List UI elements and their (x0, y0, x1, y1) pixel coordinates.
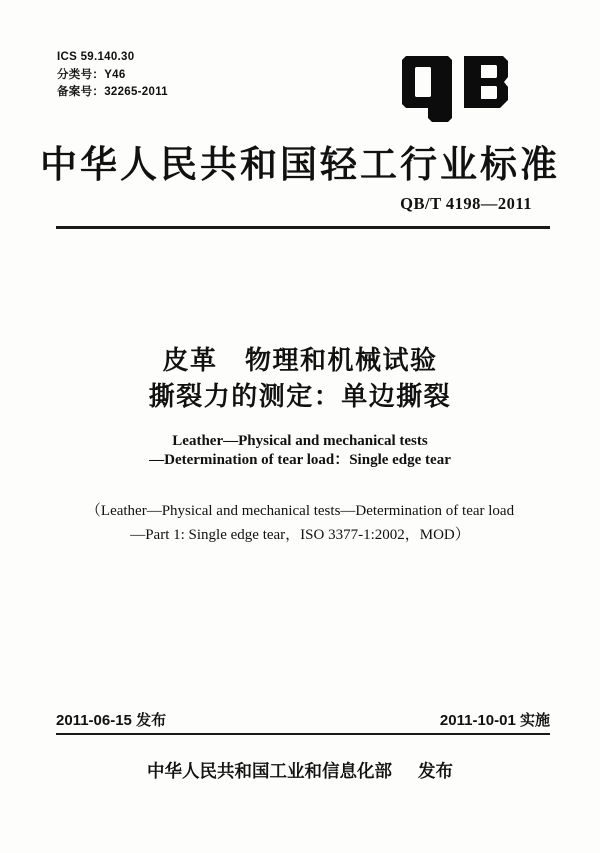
qb-logo (402, 56, 508, 122)
title-english (0, 432, 600, 470)
iso-reference-line1: （Leather—Physical and mechanical tests—Determination of tear load (85, 503, 515, 519)
classification-number: 分类号：Y46 (57, 68, 126, 81)
implement-date: 2011-10-01 实施 (439, 712, 550, 729)
iso-reference (0, 499, 600, 547)
qb-logo-text (402, 122, 403, 123)
title-english-line1: Leather—Physical and mechanical tests (172, 433, 428, 449)
title-english-line2: —Determination of tear load：Single edge tear (149, 452, 451, 468)
qb-logo-icon (402, 56, 508, 122)
bottom-divider (56, 733, 550, 735)
publisher-action: 发布 (418, 761, 453, 781)
title-chinese (0, 342, 600, 414)
iso-reference-line2: —Part 1: Single edge tear，ISO 3377-1:2002，MOD） (130, 527, 470, 543)
standard-code: QB/T 4198—2011 (400, 194, 532, 213)
standard-type-heading: 中华人民共和国轻工行业标准 (40, 144, 560, 185)
publisher-name: 中华人民共和国工业和信息化部 (147, 761, 392, 781)
title-chinese-line1: 皮革 物理和机械试验 (162, 345, 438, 375)
publisher-footer (0, 758, 600, 783)
title-chinese-line2: 撕裂力的测定：单边撕裂 (148, 381, 452, 411)
meta-block (57, 49, 168, 102)
record-number: 备案号：32265-2011 (57, 86, 168, 98)
ics-number: ICS 59.140.30 (57, 51, 135, 63)
dates-row (56, 709, 550, 730)
issue-date: 2011-06-15 发布 (56, 712, 167, 729)
top-divider (56, 226, 550, 229)
